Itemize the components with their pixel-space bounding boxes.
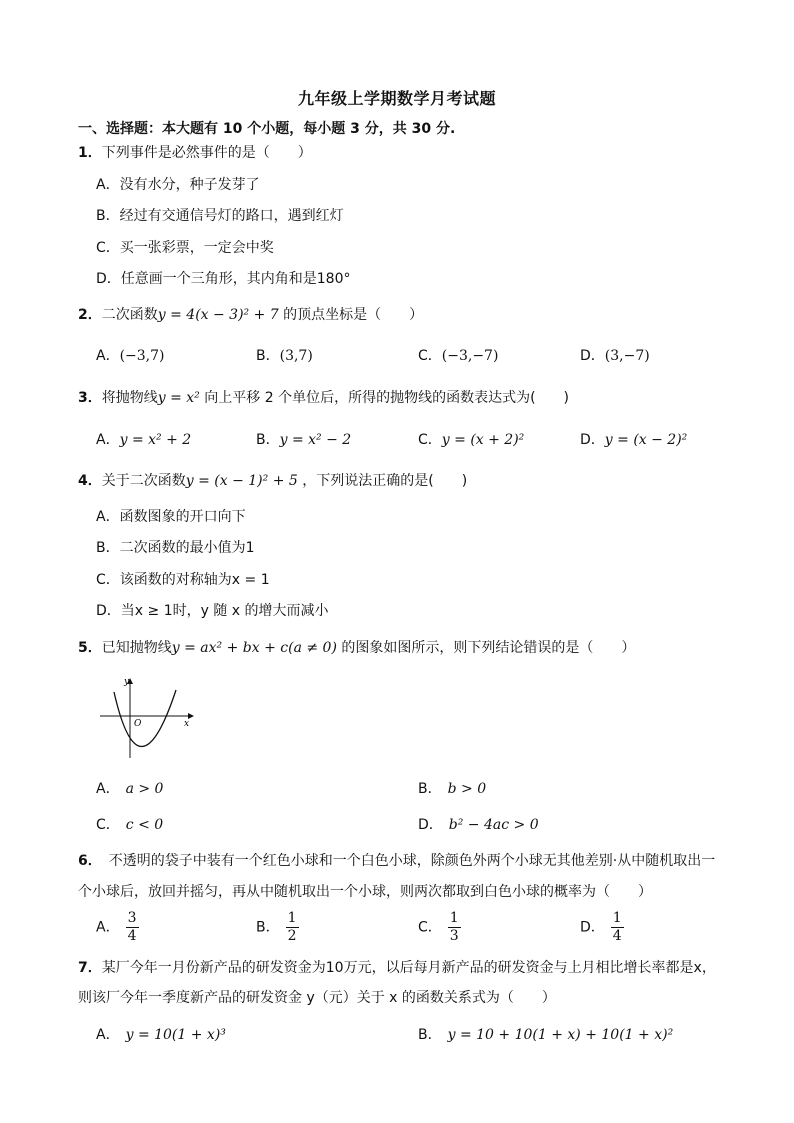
- question-text: 将抛物线: [101, 390, 158, 406]
- question-number: 3．: [78, 390, 102, 406]
- fraction: $\frac{1}{2}$: [287, 910, 297, 944]
- q4-option-b: B．二次函数的最小值为1: [96, 540, 255, 556]
- q3-option-c: C．y = (x + 2)²: [418, 432, 525, 448]
- q6-option-a: A． $\frac{3}{4}$: [96, 910, 137, 944]
- question-number: 7．: [78, 960, 102, 976]
- q5-option-b: B． b > 0: [418, 781, 487, 797]
- q6-option-c: C． $\frac{1}{3}$: [418, 910, 459, 944]
- question-4: [78, 471, 467, 491]
- q6-option-d: D． $\frac{1}{4}$: [580, 910, 622, 944]
- q1-option-b: B．经过有交通信号灯的路口，遇到红灯: [96, 208, 344, 224]
- q7-option-b: B． y = 10 + 10(1 + x) + 10(1 + x)²: [418, 1027, 674, 1043]
- q2-option-a: A．(−3,7): [96, 348, 165, 364]
- q2-option-b: B．(3,7): [256, 348, 313, 364]
- question-number: 4．: [78, 473, 102, 489]
- q1-option-a: A．没有水分，种子发芽了: [96, 177, 260, 193]
- fraction: $\frac{1}{3}$: [449, 910, 459, 944]
- q4-option-d: D．当x ≥ 1时，y 随 x 的增大而减小: [96, 603, 329, 619]
- question-7-line2: 则该厂今年一季度新产品的研发资金 y（元）关于 x 的函数关系式为（ ）: [78, 990, 556, 1006]
- question-text: 向上平移 2 个单位后，所得的抛物线的函数表达式为( ): [199, 390, 569, 406]
- origin-label: O: [134, 719, 142, 729]
- question-text: 下列事件是必然事件的是（ ）: [101, 145, 312, 161]
- q3-option-d: D．y = (x − 2)²: [580, 432, 688, 448]
- q5-option-d: D． b² − 4ac > 0: [418, 817, 539, 833]
- q1-option-c: C．买一张彩票，一定会中奖: [96, 240, 274, 256]
- question-number: 2．: [78, 307, 102, 323]
- x-axis-label: x: [184, 719, 190, 729]
- question-number: 6．: [78, 853, 95, 869]
- question-5: [78, 638, 635, 658]
- q5-option-c: C． c < 0: [96, 817, 164, 833]
- q7-option-a: A． y = 10(1 + x)³: [96, 1027, 226, 1043]
- question-number: 5．: [78, 640, 102, 656]
- q3-option-a: A．y = x² + 2: [96, 432, 192, 448]
- question-7: [78, 958, 716, 978]
- question-number: 1．: [78, 145, 102, 161]
- question-text: 不透明的袋子中装有一个红色小球和一个白色小球，除颜色外两个小球无其他差别·从中随机取出一: [94, 853, 716, 869]
- fraction: $\frac{3}{4}$: [127, 910, 137, 944]
- math-expression: y = 4(x − 3)² + 7: [157, 307, 279, 323]
- q1-option-d: D．任意画一个三角形，其内角和是180°: [96, 271, 351, 287]
- page-title: 九年级上学期数学月考试题: [297, 89, 496, 108]
- question-text: 的顶点坐标是（ ）: [278, 307, 424, 323]
- question-6: [78, 851, 715, 871]
- y-axis-label: y: [124, 677, 130, 687]
- math-expression: y = x²: [157, 390, 200, 406]
- parabola-graph: [96, 672, 196, 762]
- q4-option-a: A．函数图象的开口向下: [96, 509, 246, 525]
- question-3: [78, 388, 569, 408]
- fraction: $\frac{1}{4}$: [612, 910, 622, 944]
- q6-option-b: B． $\frac{1}{2}$: [256, 910, 297, 944]
- question-text: ，下列说法正确的是( ): [297, 473, 468, 489]
- q4-option-c: C．该函数的对称轴为x = 1: [96, 572, 270, 588]
- question-6-line2: 个小球后，放回并摇匀，再从中随机取出一个小球，则两次都取到白色小球的概率为（ ）: [78, 884, 652, 900]
- q2-option-c: C．(−3,−7): [418, 348, 499, 364]
- section-heading: 一、选择题：本大题有 10 个小题，每小题 3 分，共 30 分.: [78, 121, 456, 137]
- question-1: [78, 143, 312, 163]
- math-expression: y = ax² + bx + c(a ≠ 0): [171, 640, 337, 656]
- q2-option-d: D．(3,−7): [580, 348, 650, 364]
- math-expression: y = (x − 1)² + 5: [185, 473, 298, 489]
- q3-option-b: B．y = x² − 2: [256, 432, 352, 448]
- question-text: 已知抛物线: [101, 640, 172, 656]
- parabola-curve: [114, 690, 176, 747]
- question-text: 某厂今年一月份新产品的研发资金为10万元，以后每月新产品的研发资金与上月相比增长率都是x，: [101, 960, 716, 976]
- q5-option-a: A． a > 0: [96, 781, 164, 797]
- question-text: 二次函数: [101, 307, 158, 323]
- question-text: 关于二次函数: [101, 473, 186, 489]
- question-2: [78, 305, 423, 325]
- question-text: 的图象如图所示，则下列结论错误的是（ ）: [336, 640, 636, 656]
